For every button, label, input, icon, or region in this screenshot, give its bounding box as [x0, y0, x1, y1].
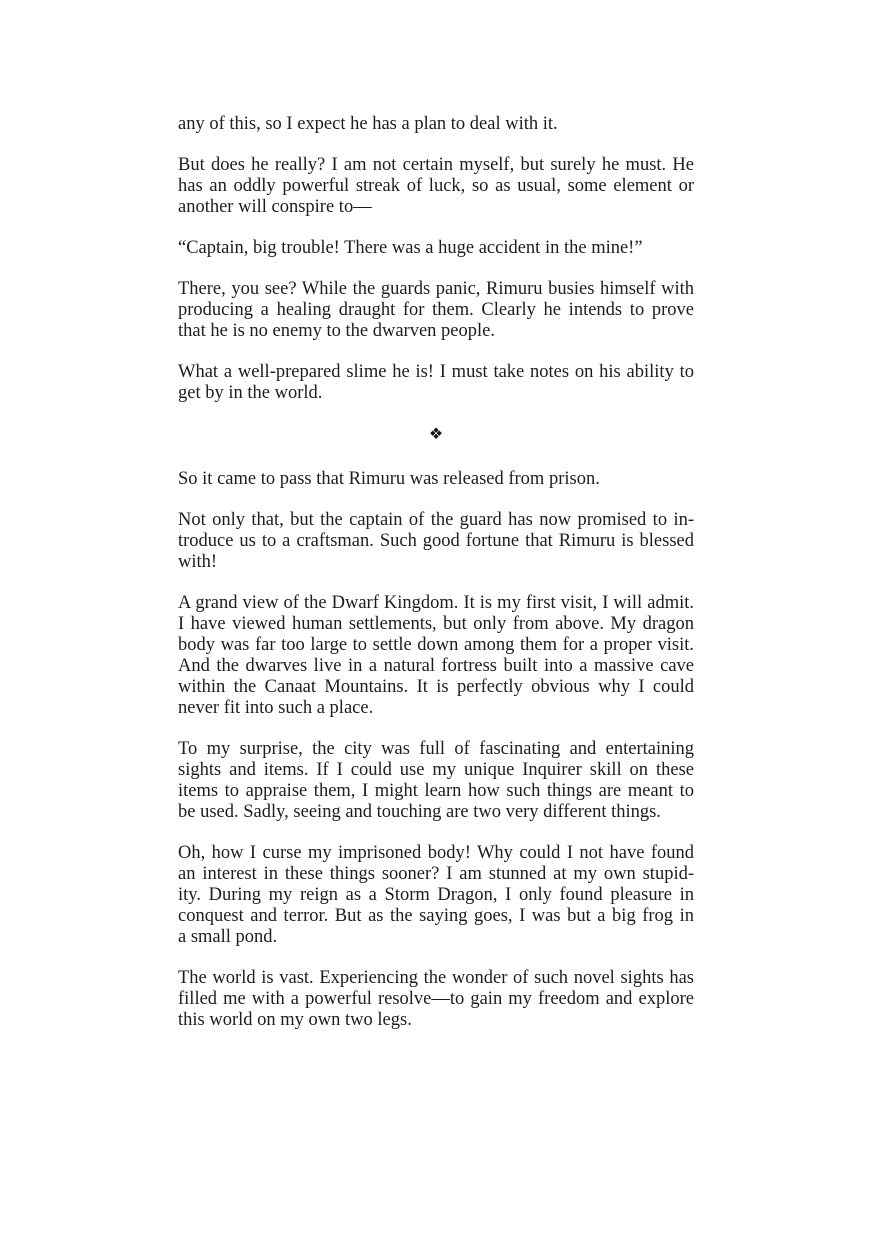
text-line: with!	[178, 552, 218, 572]
text-line: Oh, how I curse my imprisoned body! Why could I not have found	[178, 843, 694, 863]
paragraph	[178, 968, 694, 1031]
text-line: filled me with a powerful resolve—to gain my freedom and explore	[178, 989, 694, 1009]
text-line: I have viewed human settlements, but only from above. My dragon	[178, 614, 694, 634]
text-line: A grand view of the Dwarf Kingdom. It is my first visit, I will admit.	[178, 593, 694, 613]
text-line: items to appraise them, I might learn how such things are meant to	[178, 781, 694, 801]
text-line: There, you see? While the guards panic, Rimuru busies himself with	[178, 279, 694, 299]
text-line: that he is no enemy to the dwarven people.	[178, 321, 495, 341]
paragraph	[178, 155, 694, 218]
text-line: So it came to pass that Rimuru was released from prison.	[178, 469, 600, 489]
text-line: troduce us to a craftsman. Such good fortune that Rimuru is blessed	[178, 531, 694, 551]
text-line: producing a healing draught for them. Clearly he intends to prove	[178, 300, 694, 320]
text-line: But does he really? I am not certain myself, but surely he must. He	[178, 155, 694, 175]
paragraph	[178, 114, 694, 135]
text-line: To my surprise, the city was full of fascinating and entertaining	[178, 739, 694, 759]
text-line: sights and items. If I could use my unique Inquirer skill on these	[178, 760, 694, 780]
paragraph	[178, 739, 694, 823]
paragraph	[178, 238, 694, 259]
text-line: has an oddly powerful streak of luck, so as usual, some element or	[178, 176, 694, 196]
text-line: ity. During my reign as a Storm Dragon, I only found pleasure in	[178, 885, 694, 905]
text-line: “Captain, big trouble! There was a huge accident in the mine!”	[178, 238, 643, 258]
text-line: What a well-prepared slime he is! I must take notes on his ability to	[178, 362, 694, 382]
text-line: this world on my own two legs.	[178, 1010, 412, 1030]
paragraph	[178, 843, 694, 948]
paragraph	[178, 362, 694, 404]
text-line: another will conspire to—	[178, 197, 372, 217]
text-line: body was far too large to settle down among them for a proper visit.	[178, 635, 694, 655]
paragraph	[178, 510, 694, 573]
text-line: an interest in these things sooner? I am stunned at my own stupid-	[178, 864, 694, 884]
text-line: Not only that, but the captain of the guard has now promised to in-	[178, 510, 694, 530]
paragraph	[178, 279, 694, 342]
text-line: get by in the world.	[178, 383, 323, 403]
page-body	[178, 114, 694, 1051]
text-line: a small pond.	[178, 927, 278, 947]
section-divider-icon: ❖	[428, 426, 444, 443]
text-line: within the Canaat Mountains. It is perfectly obvious why I could	[178, 677, 694, 697]
text-line: The world is vast. Experiencing the wonder of such novel sights has	[178, 968, 694, 988]
text-line: never fit into such a place.	[178, 698, 374, 718]
text-line: any of this, so I expect he has a plan to deal with it.	[178, 114, 558, 134]
text-line: conquest and terror. But as the saying goes, I was but a big frog in	[178, 906, 694, 926]
paragraph	[178, 469, 694, 490]
text-line: be used. Sadly, seeing and touching are two very different things.	[178, 802, 661, 822]
paragraph	[178, 593, 694, 719]
text-line: And the dwarves live in a natural fortress built into a massive cave	[178, 656, 694, 676]
